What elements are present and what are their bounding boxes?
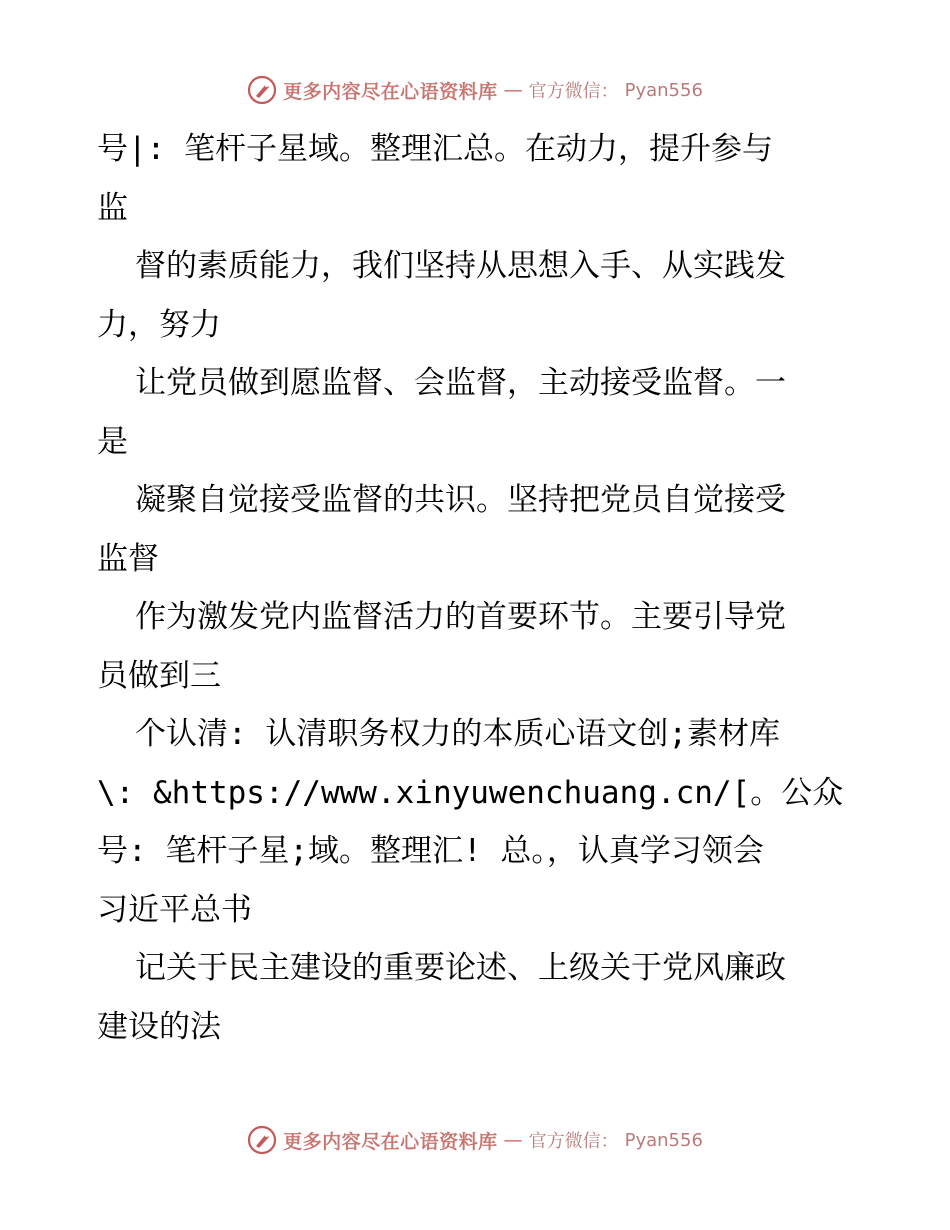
banner-dash: — bbox=[503, 79, 523, 101]
text-line: 是 bbox=[97, 423, 128, 460]
text-line: 个认清: 认清职务权力的本质心语文创;素材库 bbox=[135, 716, 780, 752]
text-line: 建设的法 bbox=[97, 1008, 221, 1045]
text-line: 作为激发党内监督活力的首要环节。主要引导党 bbox=[135, 599, 786, 635]
document-body bbox=[97, 120, 877, 1056]
text-line: 号|: 笔杆子星域。整理汇总。在动力，提升参与 bbox=[97, 131, 773, 167]
footer-banner bbox=[0, 1120, 950, 1160]
banner-wechat-label: 官方微信： bbox=[528, 81, 619, 102]
text-line: 记关于民主建设的重要论述、上级关于党风廉政 bbox=[135, 950, 786, 986]
text-line: 监 bbox=[97, 189, 128, 226]
text-line: 习近平总书 bbox=[97, 891, 252, 928]
banner-wechat-id: Pyan556 bbox=[624, 1129, 703, 1151]
text-line: \: &https://www.xinyuwenchuang.cn/[。公众 bbox=[97, 774, 844, 811]
text-line: 凝聚自觉接受监督的共识。坚持把党员自觉接受 bbox=[135, 482, 786, 518]
banner-wechat-id: Pyan556 bbox=[624, 79, 703, 101]
text-line: 员做到三 bbox=[97, 657, 221, 694]
text-line: 让党员做到愿监督、会监督，主动接受监督。一 bbox=[135, 365, 786, 401]
text-line: 力，努力 bbox=[97, 306, 221, 343]
banner-brand-text: 更多内容尽在心语资料库 bbox=[283, 80, 498, 103]
header-banner bbox=[0, 70, 950, 110]
pen-nib-logo-icon bbox=[247, 75, 277, 105]
banner-brand-text: 更多内容尽在心语资料库 bbox=[283, 1130, 498, 1153]
banner-dash: — bbox=[503, 1129, 523, 1151]
pen-nib-logo-icon bbox=[247, 1125, 277, 1155]
text-line: 监督 bbox=[97, 540, 159, 577]
banner-wechat-label: 官方微信： bbox=[528, 1131, 619, 1152]
text-line: 督的素质能力，我们坚持从思想入手、从实践发 bbox=[135, 248, 786, 284]
text-line: 号: 笔杆子星;域。整理汇! 总。，认真学习领会 bbox=[97, 833, 764, 869]
